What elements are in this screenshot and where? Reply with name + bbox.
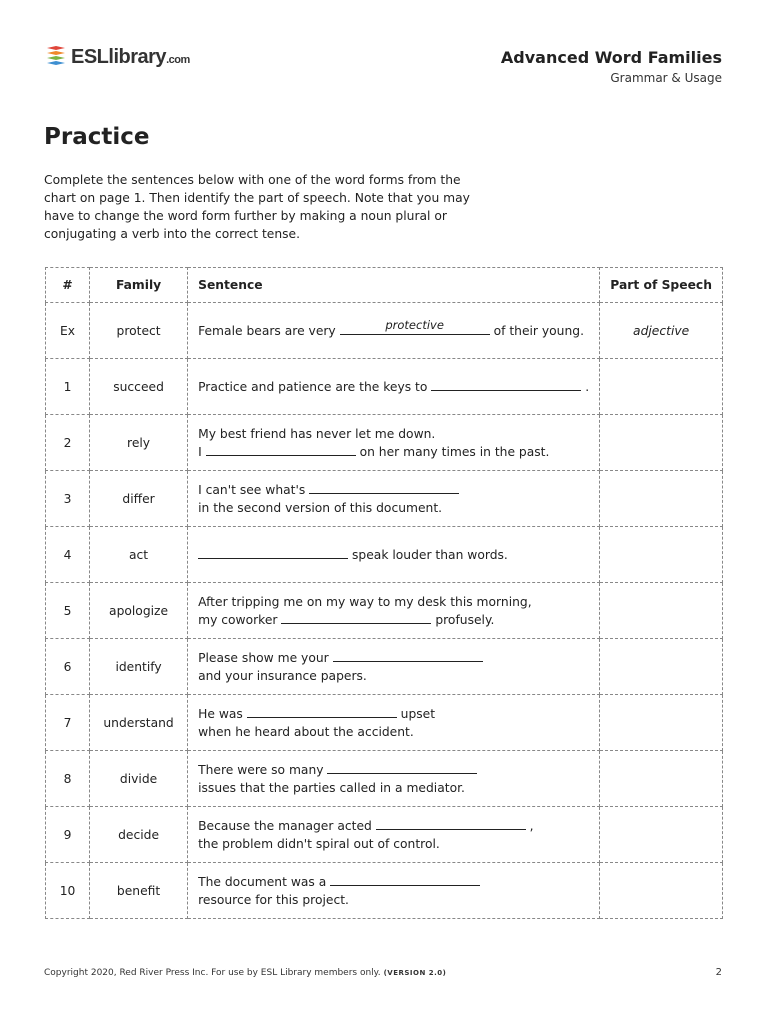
sentence-text: My best friend has never let me down. [198,426,436,441]
version-label: (VERSION 2.0) [383,969,447,977]
row-family: identify [90,639,188,695]
answer-blank [340,317,490,335]
row-number: 5 [46,583,90,639]
table-row [46,359,723,415]
answer-blank[interactable] [247,705,397,718]
row-number: 1 [46,359,90,415]
row-family: succeed [90,359,188,415]
sentence-text: Because the manager acted [198,818,372,833]
sentence-text: profusely. [435,612,495,627]
row-part-of-speech[interactable] [600,807,723,863]
row-number: 3 [46,471,90,527]
page-title: Practice [44,124,150,150]
row-part-of-speech[interactable] [600,471,723,527]
sentence-text: and your insurance papers. [198,668,367,683]
row-part-of-speech: adjective [600,303,723,359]
sentence-text: After tripping me on my way to my desk this morning, [198,594,532,609]
answer-blank[interactable] [330,873,480,886]
answer-blank[interactable] [281,611,431,624]
table-row [46,639,723,695]
row-family: decide [90,807,188,863]
sentence-text: . [585,379,590,394]
sentence-text: upset [400,706,436,721]
answer-blank[interactable] [333,649,483,662]
logo-wordmark: ESLlibrary.com [71,45,190,68]
row-sentence [188,359,600,415]
row-sentence [188,471,600,527]
row-number: 2 [46,415,90,471]
table-row [46,695,723,751]
table-row [46,583,723,639]
row-sentence [188,863,600,919]
header-number: # [46,268,90,303]
row-number: 10 [46,863,90,919]
sentence-text: I [198,444,202,459]
row-number: Ex [46,303,90,359]
row-number: 7 [46,695,90,751]
row-family: act [90,527,188,583]
row-family: differ [90,471,188,527]
esl-library-logo [44,44,190,70]
row-family: understand [90,695,188,751]
sentence-text: , [529,818,534,833]
row-part-of-speech[interactable] [600,583,723,639]
row-family: divide [90,751,188,807]
table-row [46,303,723,359]
row-sentence [188,695,600,751]
sentence-text: Female bears are very [198,323,336,338]
header-part-of-speech: Part of Speech [600,268,723,303]
table-row [46,807,723,863]
row-part-of-speech[interactable] [600,863,723,919]
answer-blank[interactable] [376,817,526,830]
sentence-text: Please show me your [198,650,329,665]
sentence-text: when he heard about the accident. [198,724,414,739]
sentence-text: issues that the parties called in a mediator. [198,780,465,795]
sentence-text: speak louder than words. [352,547,508,562]
table-header-row [46,268,723,303]
row-sentence [188,807,600,863]
row-sentence [188,639,600,695]
row-part-of-speech[interactable] [600,751,723,807]
answer-blank[interactable] [198,546,348,559]
sentence-text: my coworker [198,612,278,627]
row-part-of-speech[interactable] [600,695,723,751]
sentence-text: in the second version of this document. [198,500,443,515]
row-sentence [188,303,600,359]
row-number: 4 [46,527,90,583]
answer-blank[interactable] [206,443,356,456]
row-family: benefit [90,863,188,919]
sentence-text: I can't see what's [198,482,306,497]
table-row [46,863,723,919]
row-sentence [188,415,600,471]
document-title: Advanced Word Families [500,48,722,67]
row-part-of-speech[interactable] [600,527,723,583]
table-row [46,527,723,583]
row-sentence [188,751,600,807]
row-sentence [188,527,600,583]
footer-copyright [44,968,446,978]
header-sentence: Sentence [188,268,600,303]
row-part-of-speech[interactable] [600,359,723,415]
sentence-text: Practice and patience are the keys to [198,379,428,394]
page-number: 2 [715,967,722,978]
example-answer: protective [385,317,444,332]
row-number: 8 [46,751,90,807]
sentence-text: The document was a [198,874,327,889]
answer-blank[interactable] [327,761,477,774]
row-number: 6 [46,639,90,695]
sentence-text: resource for this project. [198,892,349,907]
book-stack-icon [44,44,68,70]
sentence-text: on her many times in the past. [359,444,550,459]
row-sentence [188,583,600,639]
answer-blank[interactable] [309,481,459,494]
row-number: 9 [46,807,90,863]
row-part-of-speech[interactable] [600,415,723,471]
row-family: rely [90,415,188,471]
answer-blank[interactable] [431,378,581,391]
sentence-text: of their young. [493,323,584,338]
table-row [46,471,723,527]
header-family: Family [90,268,188,303]
row-family: protect [90,303,188,359]
sentence-text: There were so many [198,762,324,777]
instructions: Complete the sentences below with one of the word forms from the chart on page 1. Then identify the part of speech. Note that you may have to change the word form further by making a noun plural or conjugating a verb into the correct tense. [44,173,470,241]
table-row [46,415,723,471]
document-subtitle: Grammar & Usage [610,71,722,85]
practice-table [45,267,723,919]
table-row [46,751,723,807]
copyright-text: Copyright 2020, Red River Press Inc. For use by ESL Library members only. [44,968,381,978]
row-family: apologize [90,583,188,639]
sentence-text: He was [198,706,243,721]
row-part-of-speech[interactable] [600,639,723,695]
sentence-text: the problem didn't spiral out of control. [198,836,440,851]
